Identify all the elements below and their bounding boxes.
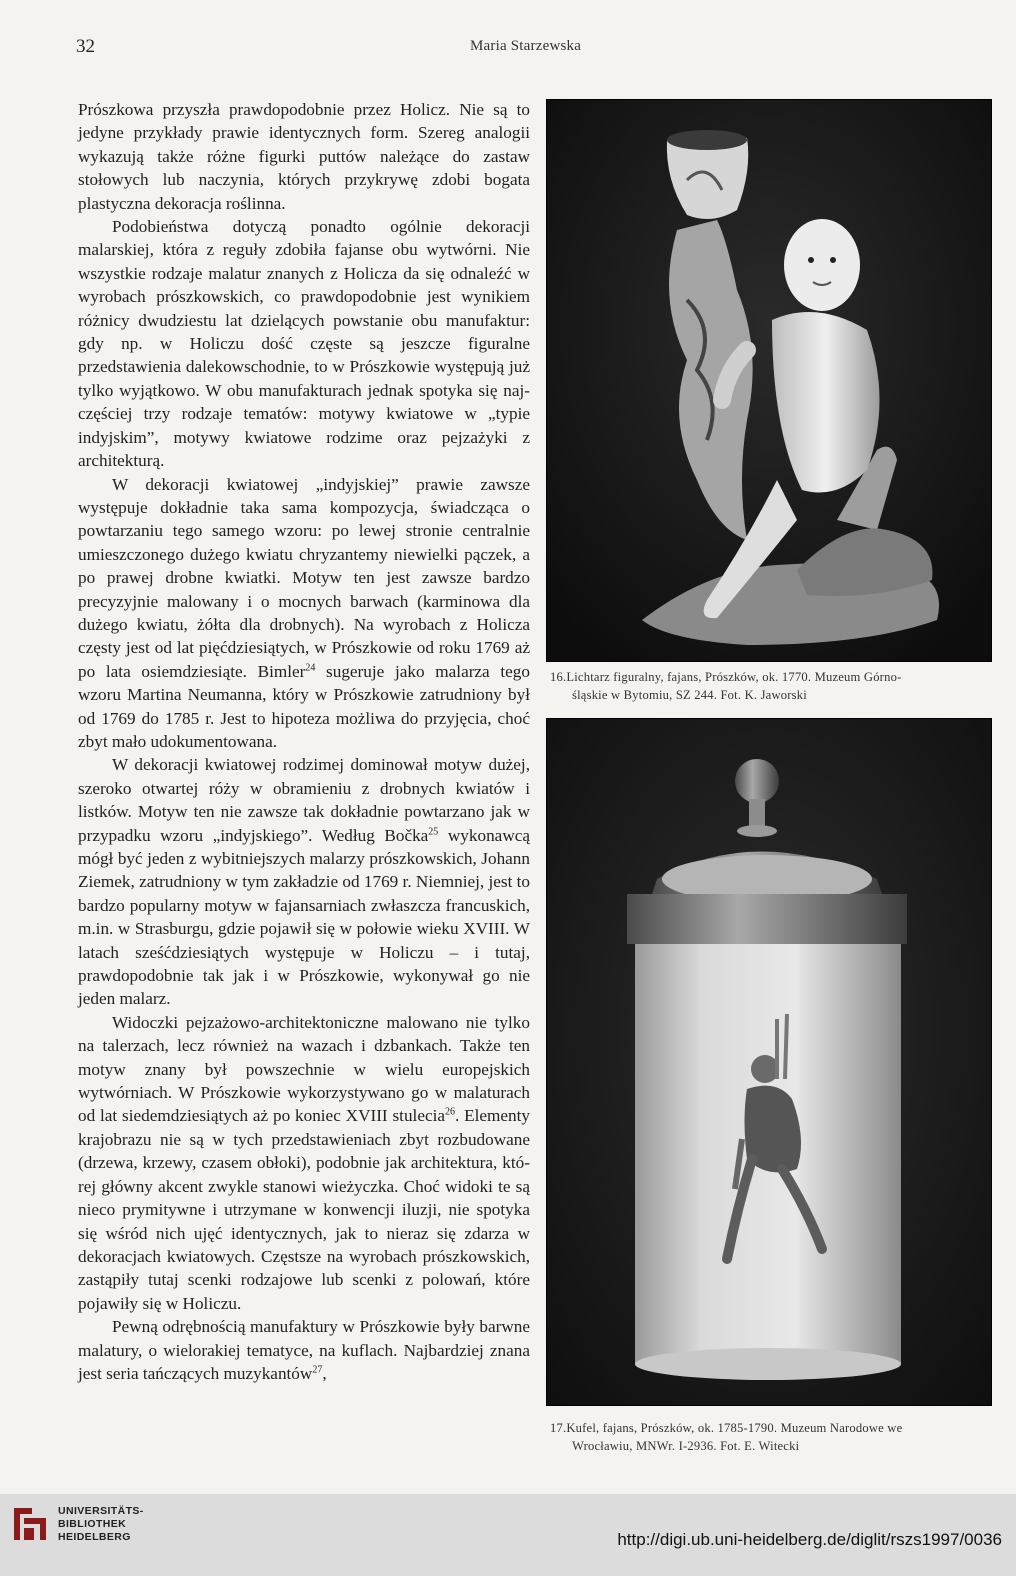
running-head: Maria Starzewska — [470, 38, 582, 54]
tankard-image — [547, 719, 991, 1405]
figure-17-caption: 17.Kufel, fajans, Prószków, ok. 1785-1790. Muzeum Narodowe we Wrocławiu, MNWr. I-2936. Fot. E. Witecki — [550, 1421, 903, 1453]
body-text — [78, 98, 530, 1385]
footnote-ref-24[interactable]: 24 — [305, 662, 316, 674]
footnote-ref-26[interactable]: 26 — [445, 1106, 455, 1118]
candlestick-figure-image — [547, 100, 991, 661]
library-name[interactable]: UNIVERSITÄTS- BIBLIOTHEK HEIDELBERG — [58, 1505, 144, 1543]
figure-16-caption: 16.Lichtarz figuralny, fajans, Prószków, ok. 1770. Muzeum Górno- śląskie w Bytomiu, SZ 244. Fot. K. Jaworski — [550, 670, 902, 702]
figure-17-photo — [546, 718, 992, 1406]
paragraph-2: Podobieństwa dotyczą ponadto ogólnie dekoracji malarskiej, która z reguły zdobiła fajanse obu wytwórni. Nie wszystkie rodzaje malatur znanych z Holicza da się odnaleźć w wyrobach prószkowskich, co prawdopodobnie jest wynikiem różnicy dwudziestu lat dzielących powstanie obu manufaktur: gdy np. w Holiczu dość częste są jeszcze figuralne przedstawienia dalekowschodnie, to w Prószkowie występują już tylko wyjątkowo. W obu manufakturach jednak spotyka się najczęściej trzy rodzaje tematów: motywy kwiatowe w „typie indyjskim”, motywy kwiatowe rodzime oraz pejzażyki z architekturą. — [78, 217, 530, 471]
paragraph-3: W dekoracji kwiatowej „indyjskiej” prawie zawsze występuje dokładnie taka sama kompozycja, świadcząca o powtarzaniu tego samego wzoru: po lewej stronie centralnie umieszczonego dużego kwiatu chryzantemy niewielki pączek, a po prawej drobne kwiatki. Motyw ten jest zawsze bardzo precyzyjnie malowany i o mocnych barwach (karminowa dla dużego kwiatu, żółta dla drobnych). Na wyrobach z Holicza częsty jest od lat pięćdziesiątych, w Prószkowie od roku 1769 aż po lata osiemdziesiąte. Bimler$^{24}$ sugeruje jako malarza tego wzoru Martina Neumanna, który w Prószkowie zatrudniony był od 1769 do 1785 r. Jest to hipoteza możliwa do przyjęcia, choć zbyt mało udokumentowana. — [78, 474, 530, 751]
paragraph-6: Pewną odrębnością manufaktury w Prószkowie były barwne malatury, o wielorakiej tematyce, na kuflach. Najbardziej znana jest seria tańczących muzykantów$^{27}$, — [78, 1317, 530, 1383]
page-number: 32 — [76, 36, 95, 57]
footnote-ref-25[interactable]: 25 — [428, 825, 439, 837]
university-library-logo-icon[interactable] — [10, 1504, 50, 1544]
document-url-link[interactable]: http://digi.ub.uni-heidelberg.de/diglit/rszs1997/0036 — [617, 1530, 1002, 1549]
paragraph-5: Widoczki pejzażowo-architektoniczne malowano nie tylko na talerzach, lecz również na wazach i dzbankach. Także ten motyw znany był powszechnie w wielu europejskich wytwórniach. W Prószkowie wykorzystywano go w malaturach od lat siedemdziesiątych aż po koniec XVIII stulecia$^{26}$. Elementy krajobrazu nie są w tych przedstawieniach zbyt rozbudowane (drzewa, krzewy, czasem obłoki), podobnie jak architektura, której główny akcent zwykle stanowi wieżyczka. Choć widoki te są nieco prymitywne i utrzymane w konwencji iluzji, nie spotyka się wśród nich ujęć identycznych, jak to nieraz się zdarza w dekoracjach kwiatowych. Częstsze na wyrobach prószkowskich, zastąpiły tutaj scenki rodzajowe lub scenki z polowań, które pojawiły się w Holiczu. — [78, 1012, 530, 1313]
paragraph-4: W dekoracji kwiatowej rodzimej dominował motyw dużej, szeroko otwartej róży w obramieniu z drobnych kwiatów i listków. Motyw ten nie zawsze tak dokładnie powtarzano jak w przypadku wzoru „indyjskiego”. Według Bočka$^{25}$ wykonawcą mógł być jeden z wybitniejszych malarzy prószkowskich, Johann Ziemek, zatrudniony w tym zakładzie od 1769 r. Niemniej, jest to bardzo popularny motyw w fajansarniach zwłaszcza francuskich, m.in. w Strasburgu, gdzie pojawił się w połowie wieku XVIII. W latach sześćdziesiątych występuje w Holiczu – i tutaj, prawdopodobnie tak jak i w Prószkowie, wykonywał go nie jeden malarz. — [78, 755, 531, 1009]
footer-bar — [0, 1494, 1016, 1576]
figure-16-photo — [546, 99, 992, 662]
footnote-ref-27[interactable]: 27 — [312, 1364, 323, 1376]
paragraph-1: Prószkowa przyszła prawdopodobnie przez Holicz. Nie są to jedyne przykłady prawie identycznych form. Szereg analogii wykazują także różne figurki puttów należące do zastaw stołowych lub naczynia, których przykrywę zdobi bogata plastyczna dekoracja roślinna. — [78, 100, 530, 213]
